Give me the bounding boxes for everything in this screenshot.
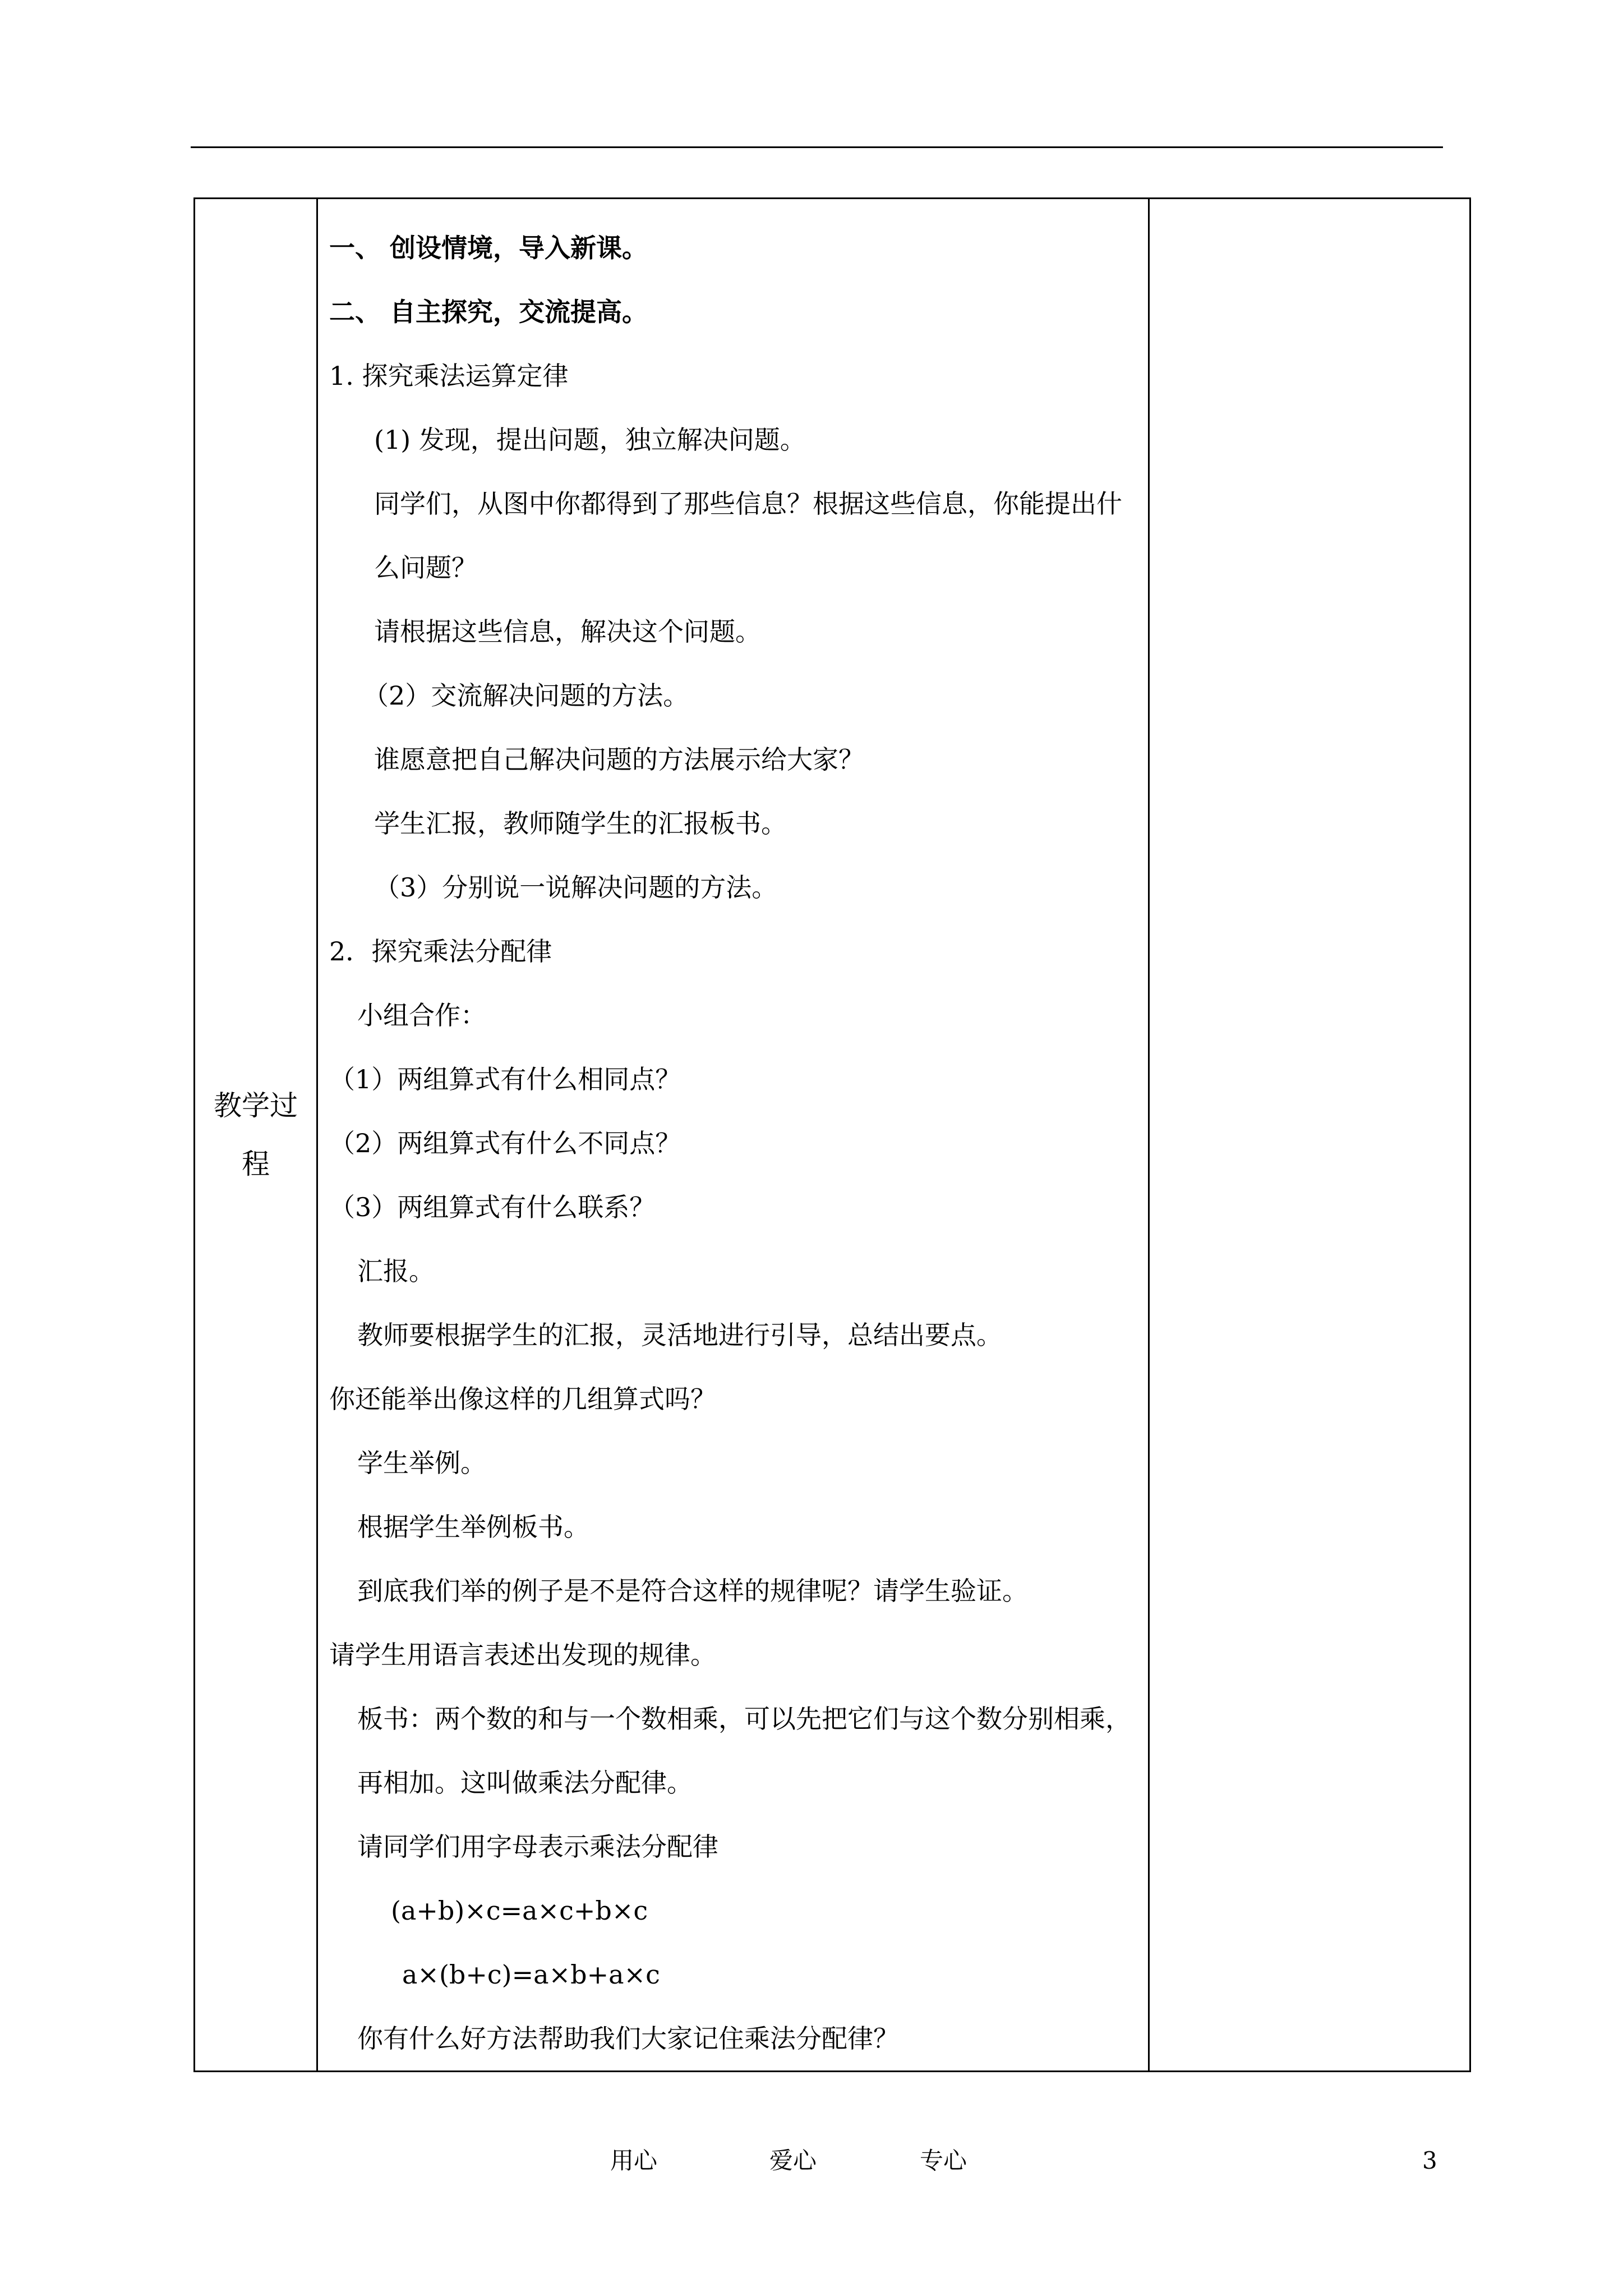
content-cell bbox=[317, 199, 1149, 2072]
content-line: 教师要根据学生的汇报，灵活地进行引导，总结出要点。 bbox=[357, 1320, 1002, 1350]
notes-cell bbox=[1149, 199, 1470, 2072]
content-line: (a+b)×c=a×c+b×c bbox=[391, 1895, 648, 1926]
content-line: 汇报。 bbox=[357, 1256, 435, 1286]
content-line: 学生举例。 bbox=[357, 1448, 486, 1478]
footer-motto-3: 专心 bbox=[920, 2147, 967, 2174]
content-line: (1) 发现，提出问题，独立解决问题。 bbox=[374, 425, 806, 455]
content-line: 二、 自主探究，交流提高。 bbox=[329, 297, 648, 327]
section-label: 教学过程 bbox=[214, 1089, 298, 1180]
content-lines bbox=[329, 216, 1142, 2070]
page-number: 3 bbox=[1422, 2147, 1437, 2174]
content-line: 同学们，从图中你都得到了那些信息？根据这些信息，你能提出什么问题？ bbox=[374, 489, 1122, 583]
content-line: 谁愿意把自己解决问题的方法展示给大家？ bbox=[374, 744, 864, 775]
content-line: 你有什么好方法帮助我们大家记住乘法分配律？ bbox=[357, 2023, 899, 2054]
footer-motto-2: 爱心 bbox=[769, 2147, 817, 2174]
content-line: 你还能举出像这样的几组算式吗？ bbox=[329, 1384, 716, 1414]
content-line: （3）分别说一说解决问题的方法。 bbox=[374, 872, 778, 903]
content-line: （3）两组算式有什么联系？ bbox=[329, 1192, 656, 1222]
content-line: 1. 探究乘法运算定律 bbox=[329, 361, 569, 391]
lesson-table bbox=[193, 197, 1471, 2072]
content-line: 请同学们用字母表示乘法分配律 bbox=[357, 1832, 718, 1862]
content-line: 请学生用语言表述出发现的规律。 bbox=[329, 1640, 716, 1670]
header-rule bbox=[191, 146, 1443, 148]
content-line: 小组合作： bbox=[357, 1000, 486, 1030]
content-line: 请根据这些信息，解决这个问题。 bbox=[374, 616, 761, 647]
footer-motto-1: 用心 bbox=[610, 2147, 658, 2174]
content-line: 到底我们举的例子是不是符合这样的规律呢？请学生验证。 bbox=[357, 1576, 1028, 1606]
content-line: 2．探究乘法分配律 bbox=[329, 936, 552, 967]
table-row bbox=[195, 199, 1470, 2072]
content-line: （2）交流解决问题的方法。 bbox=[363, 680, 689, 711]
section-label-cell bbox=[195, 199, 317, 2072]
content-line: 板书：两个数的和与一个数相乘，可以先把它们与这个数分别相乘，再相加。这叫做乘法分配律。 bbox=[357, 1704, 1131, 1798]
content-line: a×(b+c)=a×b+a×c bbox=[402, 1959, 660, 1990]
content-line: 学生汇报，教师随学生的汇报板书。 bbox=[374, 808, 787, 839]
content-line: （2）两组算式有什么不同点？ bbox=[329, 1128, 681, 1158]
content-line: 根据学生举例板书。 bbox=[357, 1512, 589, 1542]
content-line: （1）两组算式有什么相同点？ bbox=[329, 1064, 681, 1094]
content-line: 一、 创设情境，导入新课。 bbox=[329, 233, 648, 263]
